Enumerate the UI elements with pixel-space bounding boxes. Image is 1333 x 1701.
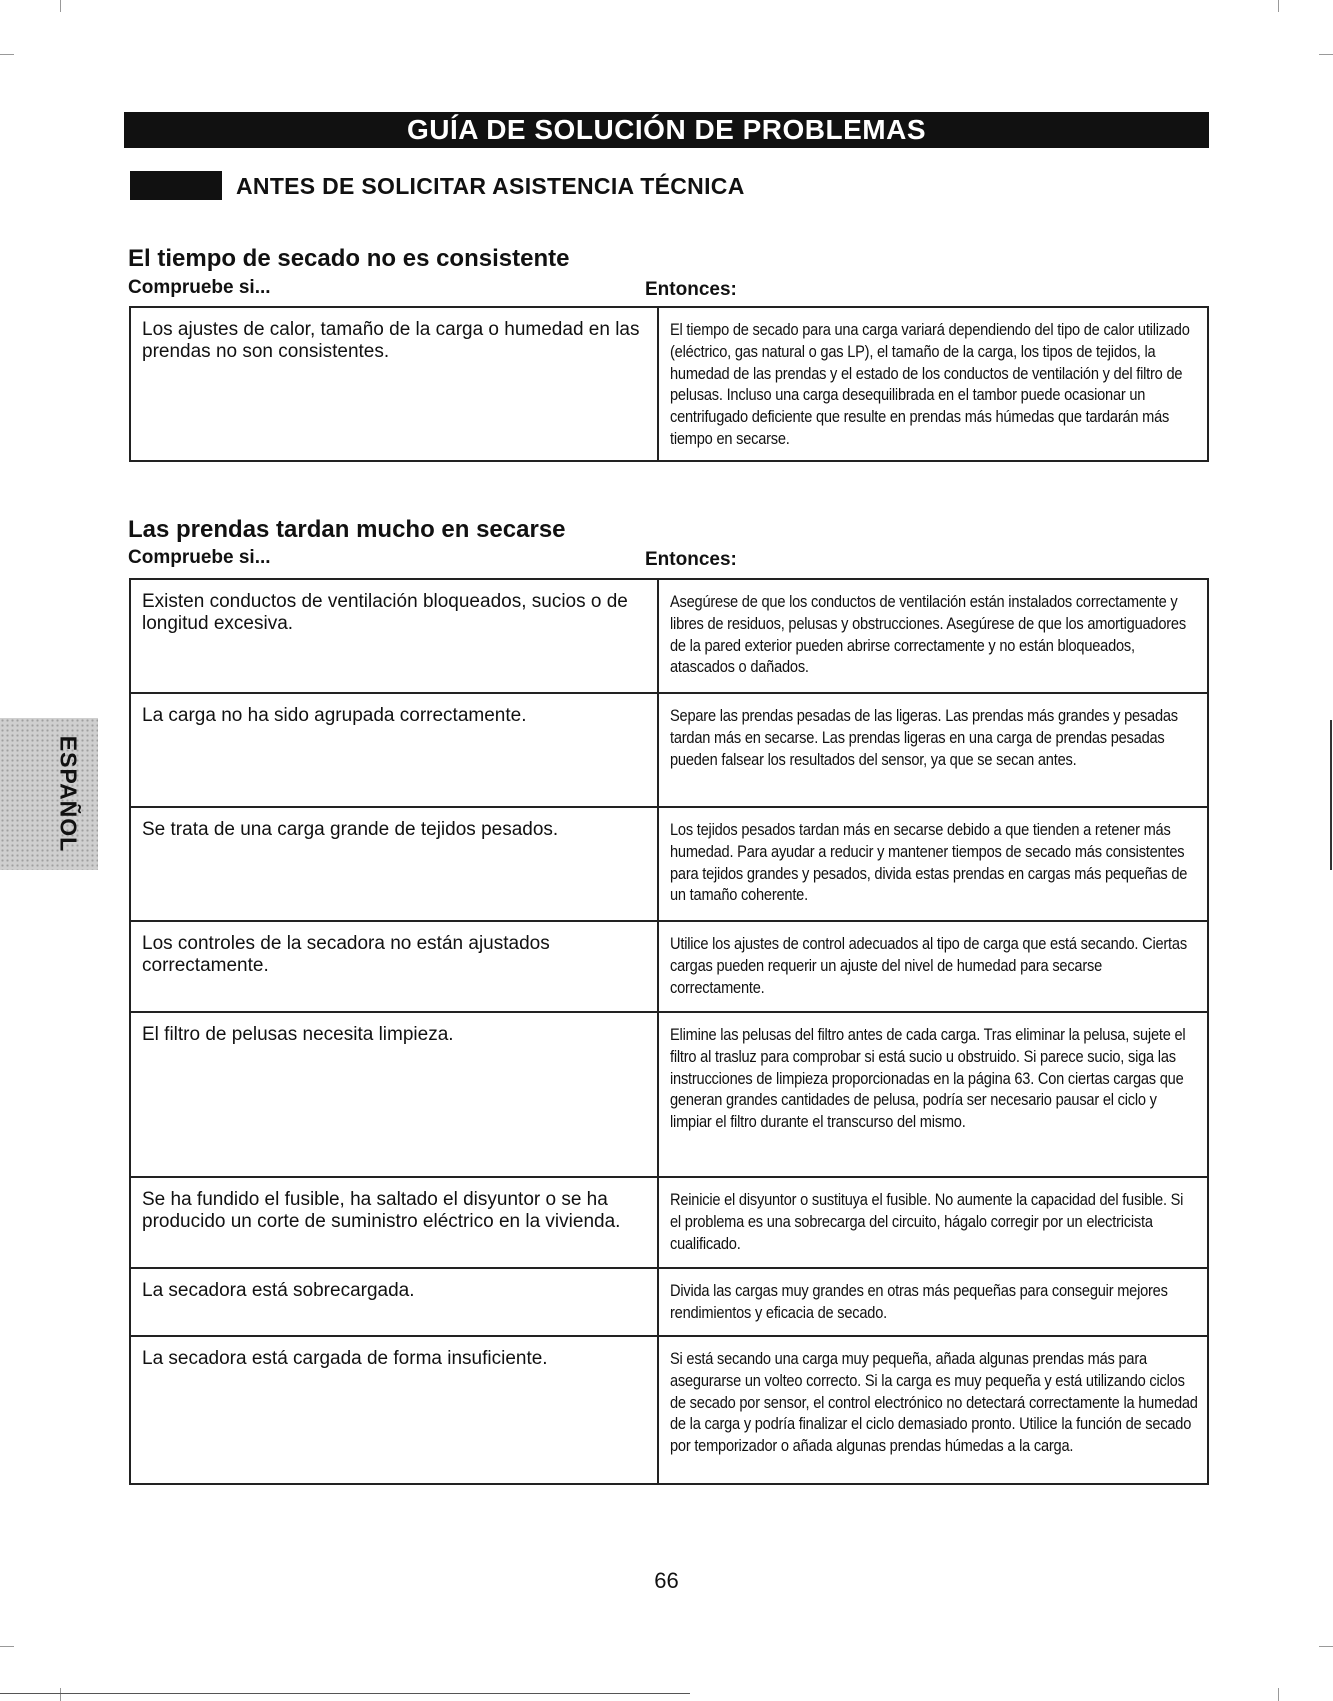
crop-mark [1319, 1646, 1333, 1647]
troubleshooting-table [129, 578, 1209, 1485]
check-cell: Se ha fundido el fusible, ha saltado el disyuntor o se ha producido un corte de suministro eléctrico en la vivienda. [130, 1177, 658, 1268]
subheading-block [130, 171, 222, 200]
crop-mark [1278, 1688, 1279, 1701]
check-cell: Se trata de una carga grande de tejidos pesados. [130, 807, 658, 921]
then-cell [658, 579, 1208, 693]
subheading: ANTES DE SOLICITAR ASISTENCIA TÉCNICA [236, 173, 745, 199]
table-row [130, 579, 1208, 693]
table-row [130, 693, 1208, 807]
check-cell: La secadora está cargada de forma insuficiente. [130, 1336, 658, 1484]
language-tab [0, 718, 98, 870]
then-cell [658, 693, 1208, 807]
then-text: Asegúrese de que los conductos de ventilación están instalados correctamente y libres de residuos, pelusas y obstrucciones. Asegúrese de que los amortiguadores de la pared exterior pueden abrirse correctamente y no están bloqueados, atascados o dañados. [670, 592, 1186, 677]
then-cell [658, 1268, 1208, 1336]
page-banner: GUÍA DE SOLUCIÓN DE PROBLEMAS [124, 112, 1209, 148]
then-cell [658, 307, 1208, 461]
crop-mark [1278, 0, 1279, 12]
then-text: Divida las cargas muy grandes en otras más pequeñas para conseguir mejores rendimientos y eficacia de secado. [670, 1281, 1168, 1322]
troubleshooting-table [129, 306, 1209, 462]
page-number: 66 [654, 1568, 679, 1593]
then-header: Entonces: [645, 549, 737, 570]
then-text: Los tejidos pesados tardan más en secarse debido a que tienden a retener más humedad. Para ayudar a reducir y mantener tiempos de secado más consistentes para tejidos grandes y pesados, divida estas prendas en cargas más pequeñas de un tamaño coherente. [670, 820, 1188, 905]
table-row [130, 307, 1208, 461]
table-row [130, 921, 1208, 1012]
section-title: El tiempo de secado no es consistente [128, 245, 570, 272]
then-cell [658, 1336, 1208, 1484]
check-cell: La carga no ha sido agrupada correctamente. [130, 693, 658, 807]
then-cell [658, 807, 1208, 921]
right-edge-mark [1330, 720, 1332, 870]
then-text: Elimine las pelusas del filtro antes de cada carga. Tras eliminar la pelusa, sujete el filtro al trasluz para comprobar si está sucio u obstruido. Si parece sucio, siga las instrucciones de limpieza proporcionadas en la página 63. Con ciertas cargas que generan grandes cantidades de pelusa, podría ser necesario pausar el ciclo y limpiar el filtro durante el transcurso del mismo. [670, 1025, 1186, 1132]
crop-mark [0, 1646, 14, 1647]
table-row [130, 1268, 1208, 1336]
check-cell: Existen conductos de ventilación bloqueados, sucios o de longitud excesiva. [130, 579, 658, 693]
check-cell: Los controles de la secadora no están ajustados correctamente. [130, 921, 658, 1012]
section-title: Las prendas tardan mucho en secarse [128, 516, 566, 543]
crop-mark [60, 0, 61, 12]
then-cell [658, 1012, 1208, 1177]
crop-mark [0, 54, 14, 55]
table-row [130, 1336, 1208, 1484]
crop-mark [60, 1688, 61, 1701]
then-text: Reinicie el disyuntor o sustituya el fusible. No aumente la capacidad del fusible. Si el problema es una sobrecarga del circuito, hágalo corregir por un electricista cualificado. [670, 1190, 1184, 1253]
then-text: Separe las prendas pesadas de las ligeras. Las prendas más grandes y pesadas tardan más en secarse. Las prendas ligeras en una carga de prendas pesadas pueden falsear los resultados del sensor, ya que se secan antes. [670, 706, 1178, 769]
table-row [130, 1012, 1208, 1177]
table-row [130, 1177, 1208, 1268]
then-cell [658, 921, 1208, 1012]
check-cell: El filtro de pelusas necesita limpieza. [130, 1012, 658, 1177]
check-cell: La secadora está sobrecargada. [130, 1268, 658, 1336]
check-cell: Los ajustes de calor, tamaño de la carga o humedad en las prendas no son consistentes. [130, 307, 658, 461]
crop-mark [1319, 54, 1333, 55]
bottom-rule [0, 1693, 690, 1694]
then-text: Utilice los ajustes de control adecuados al tipo de carga que está secando. Ciertas cargas pueden requerir un ajuste del nivel de humedad para secarse correctamente. [670, 934, 1187, 997]
table-row [130, 807, 1208, 921]
then-header: Entonces: [645, 279, 737, 300]
then-text: El tiempo de secado para una carga variará dependiendo del tipo de calor utilizado (eléctrico, gas natural o gas LP), el tamaño de la carga, los tipos de tejidos, la humedad de las prendas y el estado de los conductos de ventilación y del filtro de pelusas. Incluso una carga desequilibrada en el tambor puede ocasionar un centrifugado deficiente que resulte en prendas más húmedas que tardarán más tiempo en secarse. [670, 320, 1190, 448]
then-text: Si está secando una carga muy pequeña, añada algunas prendas más para asegurarse un volteo correcto. Si la carga es muy pequeña y está utilizando ciclos de secado por sensor, el control electrónico no detectará correctamente la humedad de la carga y podría finalizar el ciclo demasiado pronto. Utilice la función de secado por temporizador o añada algunas prendas húmedas a la carga. [670, 1349, 1198, 1456]
check-header: Compruebe si... [128, 277, 271, 298]
then-cell [658, 1177, 1208, 1268]
language-tab-label: ESPAÑOL [55, 735, 82, 853]
check-header: Compruebe si... [128, 547, 271, 568]
